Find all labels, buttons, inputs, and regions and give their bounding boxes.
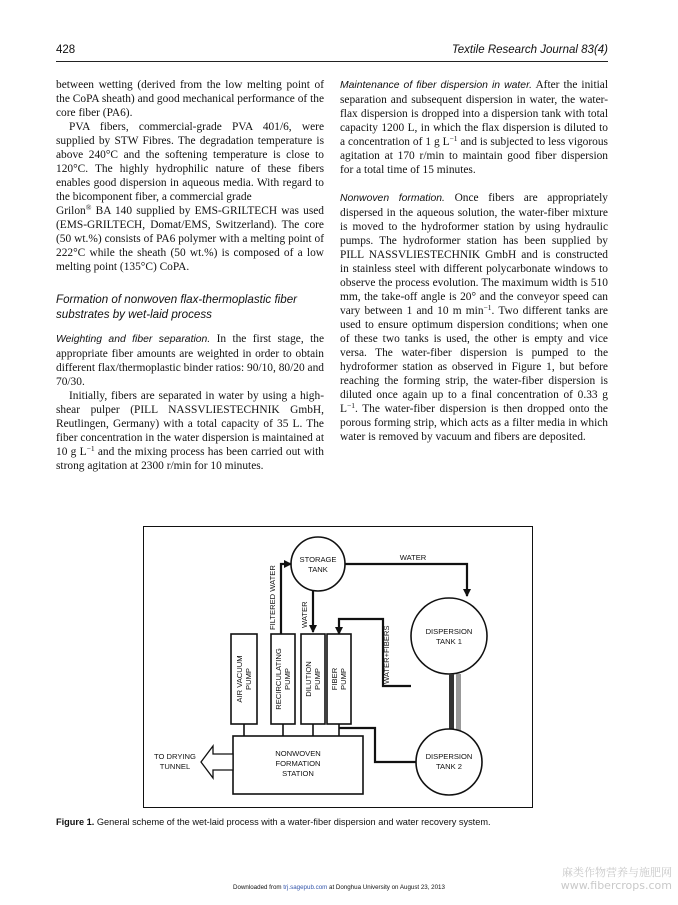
air-vacuum-pump-label-1: AIR VACUUM xyxy=(235,655,244,703)
initially-text-b: and the mixing process has been carried out with strong agitation at 2300 r/min for 10 minutes. xyxy=(56,446,324,472)
fiber-pump-label-1: FIBER xyxy=(330,667,339,691)
caption-text: General scheme of the wet-laid process with a water-fiber dispersion and water recovery system. xyxy=(94,817,491,827)
dispersion-tank-1-label-1: DISPERSION xyxy=(425,627,473,636)
superscript: −1 xyxy=(483,303,492,312)
runin-nonwoven: Nonwoven formation. xyxy=(340,193,445,204)
paragraph-initially xyxy=(56,389,324,473)
figure-caption xyxy=(56,816,616,828)
storage-tank-label-1: STORAGE xyxy=(299,555,337,564)
initially-text-a: Initially, fibers are separated in water by using a high-shear pulper (PILL NASSVLIESTECHNIK GmbH, Reutlingen, Germany) with a total capacity of 35 L. The fiber concentration in the water dispersion is maintained at 10 g L xyxy=(56,390,324,458)
section-title: Formation of nonwoven flax-thermoplastic fiber substrates by wet-laid process xyxy=(56,293,298,321)
watermark-line-2: www.fibercrops.com xyxy=(560,879,672,892)
nonwoven-text-a: Once fibers are appropriately dispersed in the aqueous solution, the water-fiber mixture is moved to the hydroformer station by using hydraulic pumps. The hydroformer station has been supplied by PILL NASSVLIESTECHNIK GmbH and is constructed in stainless steel with different polycarbonate windows to observe the process evolution. The maximum width is 510 mm, the take-off angle is 20° and the conveyor speed can vary between 1 and 10 m min xyxy=(340,192,608,317)
paragraph-continuation: between wetting (derived from the low melting point of the CoPA sheath) and good mechanical performance of the core fiber (PA6). xyxy=(56,79,324,119)
process-diagram xyxy=(143,526,533,808)
header-rule xyxy=(56,61,608,62)
superscript: −1 xyxy=(346,401,355,410)
station-label-2: FORMATION xyxy=(275,759,321,768)
drying-tunnel-label-2: TUNNEL xyxy=(159,762,191,771)
paragraph-weighting xyxy=(56,332,324,389)
station-label-3: STATION xyxy=(282,769,314,778)
label-filtered-water: FILTERED WATER xyxy=(268,565,277,630)
right-column xyxy=(340,78,608,444)
paragraph-grilon xyxy=(56,204,324,274)
paragraph-nonwoven xyxy=(340,191,608,444)
recirculating-pump-label-2: PUMP xyxy=(283,668,292,690)
storage-tank xyxy=(291,537,345,591)
grilon-text: BA 140 supplied by EMS-GRILTECH was used (EMS-GRILTECH, Domat/EMS, Switzerland). The core (50 wt.%) consists of PA6 polymer with a melting point of 222°C while the sheath (50 wt.%) is composed of a low melting point (135°C) CoPA. xyxy=(56,205,324,273)
watermark xyxy=(561,866,672,892)
dilution-pump-label-1: DILUTION xyxy=(304,661,313,697)
nonwoven-text-b: . Two different tanks are used to ensure optimum dispersion conditions; when one of these two tanks is used, the other is empty and vice versa. The water-fiber dispersion is pumped to the hydroformer station as observed in Figure 1, but before reaching the forming strip, the water-fiber dispersion is diluted once again up to a final concentration of 0.33 g L xyxy=(340,305,608,415)
journal-name: Textile Research Journal 83(4) xyxy=(451,44,608,56)
watermark-line-1: 麻类作物营养与施肥网 xyxy=(562,866,672,879)
label-water-vertical: WATER xyxy=(300,601,309,628)
figure-1 xyxy=(143,526,533,808)
footer-suffix: at Donghua University on August 23, 2013 xyxy=(327,884,445,891)
superscript: −1 xyxy=(449,134,458,143)
caption-label: Figure 1. xyxy=(56,817,95,827)
label-water-top: WATER xyxy=(399,553,427,562)
weighting-text: In the first stage, the appropriate fiber amounts are weighted in order to obtain different flax/thermoplastic binder ratios: 90/10, 80/20 and 70/30. xyxy=(56,333,324,388)
superscript: −1 xyxy=(86,444,95,453)
dilution-pump-label-2: PUMP xyxy=(313,668,322,690)
maintenance-text-a: After the initial separation and subsequent dispersion in water, the water-flax dispersion is dropped into a dispersion tank with total capacity 1200 L, in which the flax dispersion is diluted to a concentration of 1 g L xyxy=(340,79,609,148)
runin-maintenance: Maintenance of fiber dispersion in water. xyxy=(340,80,533,91)
footer-prefix: Downloaded from xyxy=(233,884,284,891)
left-column xyxy=(56,78,324,473)
registered-mark: ® xyxy=(85,203,92,212)
dispersion-tank-2-label-1: DISPERSION xyxy=(425,752,473,761)
station-label-1: NONWOVEN xyxy=(275,749,321,758)
footer-link[interactable]: trj.sagepub.com xyxy=(283,884,328,891)
grilon-brand: Grilon xyxy=(56,205,86,217)
nonwoven-text-c: . The water-fiber dispersion is then dropped onto the porous forming strip, which acts as a filter media in which water is removed by vacuum and fibers are deposited. xyxy=(340,403,608,443)
running-header xyxy=(56,44,608,60)
recirculating-pump-label-1: RECIRCULATING xyxy=(274,648,283,710)
maintenance-text-b: and is subjected to less vigorous agitation at 170 r/min to maintain good fiber dispersion for a total time of 15 minutes. xyxy=(340,136,608,176)
storage-tank-label-2: TANK xyxy=(308,565,328,574)
dispersion-tank-2-label-2: TANK 2 xyxy=(435,762,463,771)
paragraph-pva: PVA fibers, commercial-grade PVA 401/6, were supplied by STW Fibres. The degradation temperature is above 240°C and the softening temperature is close to 120°C. The highly hydrophilic nature of these fibers enables good dispersion in aqueous media. With regard to the bicomponent fiber, a commercial grade xyxy=(56,121,324,203)
paragraph-maintenance xyxy=(340,78,608,177)
page-number: 428 xyxy=(56,44,76,56)
air-vacuum-pump-label-2: PUMP xyxy=(244,668,253,690)
dispersion-tank-1-label-2: TANK 1 xyxy=(435,637,463,646)
runin-weighting: Weighting and fiber separation. xyxy=(56,334,211,345)
label-water-fibers: WATER+FIBERS xyxy=(382,625,391,684)
dispersion-tank-1 xyxy=(411,598,487,674)
fiber-pump-label-2: PUMP xyxy=(339,668,348,690)
drying-tunnel-label-1: TO DRYING xyxy=(154,752,196,761)
